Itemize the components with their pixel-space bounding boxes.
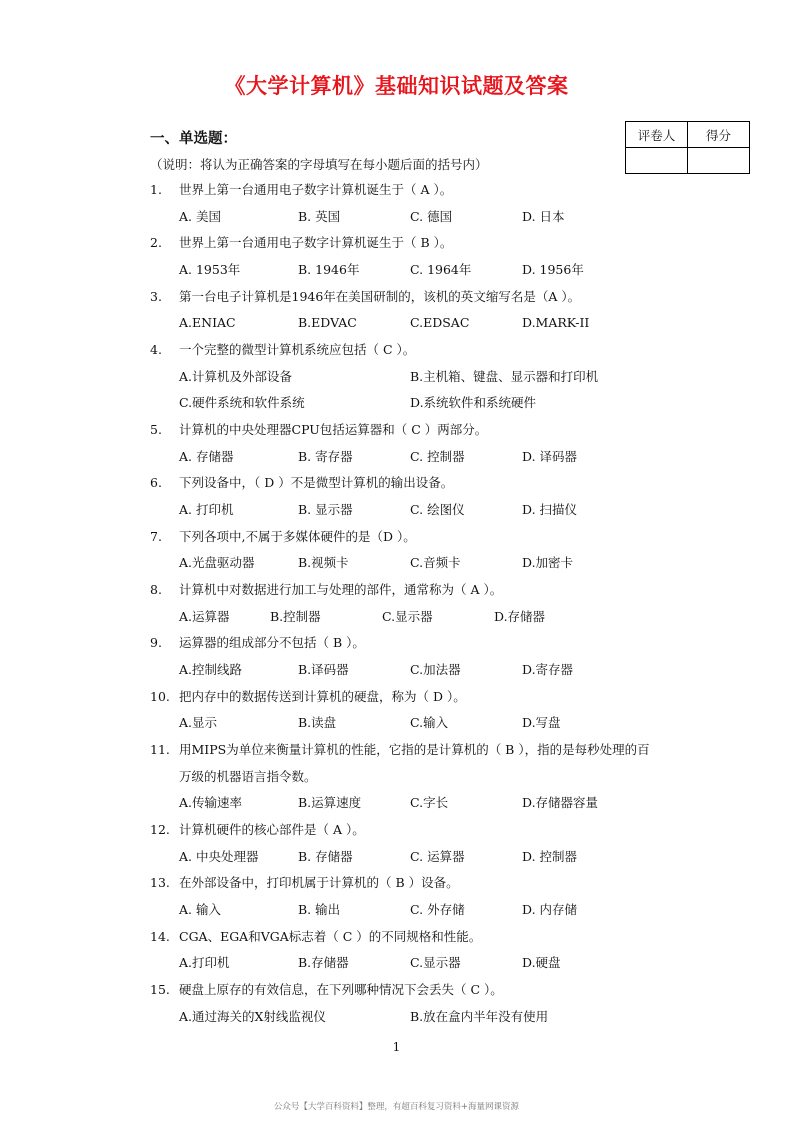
option: D.加密卡 [522, 555, 574, 571]
question-number: 2. [150, 235, 162, 251]
question-number: 5. [150, 422, 162, 438]
question-text: 下列设备中，（ D ）不是微型计算机的输出设备。 [179, 475, 454, 491]
option: C.显示器 [410, 955, 461, 971]
option: B. 1946年 [298, 262, 360, 278]
option: B.存储器 [298, 955, 349, 971]
question-text-continued: 万级的机器语言指令数。 [179, 768, 317, 784]
question-number: 10. [150, 688, 170, 704]
options-row [150, 710, 750, 737]
option: C.字长 [410, 795, 449, 811]
option: D.MARK-II [522, 315, 590, 331]
options-row [150, 604, 750, 631]
option: D. 译码器 [522, 448, 578, 464]
question-row [150, 417, 750, 444]
question-text: CGA、EGA和VGA标志着（ C ）的不同规格和性能。 [179, 928, 482, 944]
section-heading: 一、单选题： [150, 131, 237, 147]
question-number: 1. [150, 182, 162, 197]
option: C.音频卡 [410, 555, 461, 571]
option: C.输入 [410, 715, 449, 731]
options-row [150, 364, 750, 391]
footer-watermark: 公众号【大学百科资料】整理，有超百科复习资料+海量网课资源 [273, 1102, 520, 1112]
question-text: 第一台电子计算机是1946年在美国研制的，该机的英文缩写名是（A ）。 [179, 288, 581, 304]
reviewer-cell [626, 148, 688, 174]
instruction-text: （说明：将认为正确答案的字母填写在每小题后面的括号内） [150, 157, 488, 172]
option: B.主机箱、键盘、显示器和打印机 [410, 368, 599, 384]
question-text: 一个完整的微型计算机系统应包括（ C ）。 [179, 342, 416, 358]
question-row [150, 177, 750, 204]
options-row [150, 550, 750, 577]
options-row [150, 497, 750, 524]
option: D.寄存器 [522, 662, 574, 678]
question-number: 11. [150, 742, 170, 758]
question-text: 在外部设备中，打印机属于计算机的（ B ）设备。 [179, 875, 459, 891]
option: A. 打印机 [179, 502, 234, 518]
option: B.EDVAC [298, 315, 357, 331]
page-number: 1 [392, 1040, 401, 1054]
question-number: 15. [150, 982, 170, 998]
option: D.存储器 [494, 608, 546, 624]
option: D.硬盘 [522, 955, 561, 971]
option: A.光盘驱动器 [179, 555, 255, 571]
option: B.控制器 [270, 608, 321, 624]
option: B. 存储器 [298, 848, 353, 864]
option: C.加法器 [410, 662, 461, 678]
question-row [150, 284, 750, 311]
question-number: 7. [150, 528, 162, 544]
question-row-continued [150, 764, 750, 791]
question-number: 9. [150, 635, 162, 651]
question-number: 4. [150, 342, 162, 358]
options-row [150, 1004, 750, 1031]
question-number: 8. [150, 582, 162, 598]
question-text: 用MIPS为单位来衡量计算机的性能，它指的是计算机的（ B ），指的是每秒处理的百 [179, 742, 650, 758]
option: D.写盘 [522, 715, 561, 731]
option: A. 中央处理器 [179, 848, 259, 864]
question-text: 计算机中对数据进行加工与处理的部件，通常称为（ A ）。 [179, 582, 503, 598]
question-text: 下列各项中,不属于多媒体硬件的是（D ）。 [179, 528, 416, 544]
option: A.通过海关的X射线监视仪 [179, 1008, 326, 1024]
option: C. 控制器 [410, 448, 465, 464]
question-row [150, 337, 750, 364]
reviewer-header: 评卷人 [626, 122, 688, 148]
question-number: 3. [150, 288, 162, 304]
option: A.控制线路 [179, 662, 243, 678]
option: A. 1953年 [179, 262, 241, 278]
option: D.存储器容量 [522, 795, 599, 811]
question-row [150, 630, 750, 657]
question-number: 12. [150, 822, 170, 838]
question-text: 计算机的中央处理器CPU包括运算器和（ C ）两部分。 [179, 422, 488, 438]
question-text: 把内存中的数据传送到计算机的硬盘，称为（ D ）。 [179, 688, 466, 704]
question-row [150, 684, 750, 711]
option: D. 内存储 [522, 902, 578, 918]
options-row [150, 657, 750, 684]
question-number: 13. [150, 875, 170, 891]
option: B.运算速度 [298, 795, 362, 811]
question-list [150, 177, 750, 1031]
question-row [150, 977, 750, 1004]
question-number: 14. [150, 928, 170, 944]
question-row [150, 870, 750, 897]
option: A.ENIAC [179, 315, 236, 331]
option: B.放在盒内半年没有使用 [410, 1008, 549, 1024]
option: B.读盘 [298, 715, 337, 731]
question-row [150, 470, 750, 497]
options-row [150, 204, 750, 231]
options-row [150, 897, 750, 924]
option: C.EDSAC [410, 315, 470, 331]
option: D.系统软件和系统硬件 [410, 395, 537, 411]
option: B. 显示器 [298, 502, 353, 518]
option: A.传输速率 [179, 795, 243, 811]
option: A.计算机及外部设备 [179, 368, 293, 384]
option: C. 外存储 [410, 902, 465, 918]
options-row [150, 310, 750, 337]
option: B. 英国 [298, 208, 341, 224]
option: D. 1956年 [522, 262, 584, 278]
question-row [150, 924, 750, 951]
option: A. 输入 [179, 902, 221, 918]
option: D. 控制器 [522, 848, 578, 864]
option: C. 运算器 [410, 848, 465, 864]
option: B.译码器 [298, 662, 349, 678]
question-row [150, 737, 750, 764]
options-row [150, 790, 750, 817]
options-row [150, 844, 750, 871]
option: D. 扫描仪 [522, 502, 578, 518]
options-row [150, 390, 750, 417]
option: C.硬件系统和软件系统 [179, 395, 305, 411]
question-row [150, 577, 750, 604]
option: C. 1964年 [410, 262, 472, 278]
option: C. 德国 [410, 208, 453, 224]
question-text: 硬盘上原存的有效信息，在下列哪种情况下会丢失（ C ）。 [179, 982, 503, 998]
score-cell [688, 148, 750, 174]
options-row [150, 444, 750, 471]
option: B. 输出 [298, 902, 341, 918]
question-text: 运算器的组成部分不包括（ B ）。 [179, 635, 365, 651]
question-row [150, 817, 750, 844]
question-text: 世界上第一台通用电子数字计算机诞生于（ B ）。 [179, 235, 453, 251]
grader-table [625, 121, 750, 174]
option: A.打印机 [179, 955, 230, 971]
option: A. 存储器 [179, 448, 234, 464]
question-row [150, 524, 750, 551]
question-number: 6. [150, 475, 162, 491]
options-row [150, 257, 750, 284]
option: C. 绘图仪 [410, 502, 465, 518]
option: A. 美国 [179, 208, 221, 224]
question-text: 世界上第一台通用电子数字计算机诞生于（ A ）。 [179, 182, 453, 197]
document-title: 《大学计算机》基础知识试题及答案 [224, 74, 569, 98]
question-text: 计算机硬件的核心部件是（ A ）。 [179, 822, 365, 838]
score-header: 得分 [688, 122, 750, 148]
option: B. 寄存器 [298, 448, 353, 464]
option: A.运算器 [179, 608, 230, 624]
options-row [150, 950, 750, 977]
question-row [150, 230, 750, 257]
option: D. 日本 [522, 208, 565, 224]
option: A.显示 [179, 715, 218, 731]
option: B.视频卡 [298, 555, 349, 571]
option: C.显示器 [382, 608, 433, 624]
